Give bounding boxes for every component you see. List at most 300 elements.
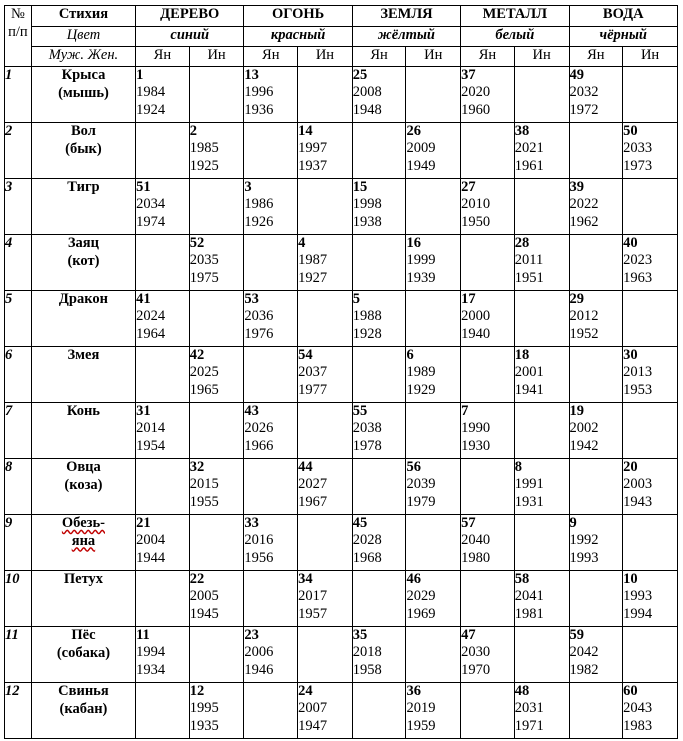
year-cell bbox=[244, 347, 298, 403]
header-row-colors bbox=[5, 27, 678, 47]
year-cell bbox=[244, 515, 298, 571]
year-cell bbox=[352, 67, 406, 123]
cycle-number: 33 bbox=[244, 515, 259, 531]
year-value: 1927 bbox=[298, 270, 328, 286]
year-cell bbox=[461, 235, 515, 291]
year-value: 1976 bbox=[244, 326, 274, 342]
year-cell bbox=[569, 627, 623, 683]
color-label: Цвет bbox=[31, 27, 135, 47]
year-cell bbox=[352, 179, 406, 235]
animal-name bbox=[31, 179, 135, 235]
year-value: 1968 bbox=[352, 550, 382, 566]
year-value: 1937 bbox=[298, 158, 328, 174]
year-value: 1948 bbox=[352, 102, 382, 118]
cycle-number: 15 bbox=[352, 179, 368, 195]
animal-name bbox=[31, 571, 135, 627]
year-value: 2005 bbox=[189, 588, 219, 604]
year-value: 2034 bbox=[136, 196, 166, 212]
cycle-number: 49 bbox=[569, 67, 584, 83]
row-number: 10 bbox=[5, 571, 32, 627]
year-cell bbox=[461, 459, 515, 515]
year-value: 1952 bbox=[569, 326, 599, 342]
yin-label: Ин bbox=[406, 47, 461, 67]
year-cell bbox=[244, 235, 298, 291]
year-cell bbox=[623, 235, 678, 291]
year-value: 2042 bbox=[569, 644, 599, 660]
cycle-number: 13 bbox=[244, 67, 259, 83]
year-cell bbox=[406, 403, 461, 459]
year-value: 1981 bbox=[514, 606, 544, 622]
year-value: 2043 bbox=[623, 700, 653, 716]
year-value: 1994 bbox=[136, 644, 166, 660]
year-value: 2021 bbox=[514, 140, 544, 156]
year-cell bbox=[136, 179, 190, 235]
element-name: ЗЕМЛЯ bbox=[352, 6, 460, 27]
cycle-number: 20 bbox=[623, 459, 638, 475]
year-cell bbox=[461, 123, 515, 179]
year-value: 1972 bbox=[569, 102, 599, 118]
cycle-number: 51 bbox=[136, 179, 151, 195]
row-number: 8 bbox=[5, 459, 32, 515]
row-number: 1 bbox=[5, 67, 32, 123]
year-cell bbox=[136, 683, 190, 739]
year-value: 1966 bbox=[244, 438, 274, 454]
year-cell bbox=[514, 683, 569, 739]
year-value: 1969 bbox=[406, 606, 436, 622]
year-value: 1989 bbox=[406, 364, 436, 380]
year-value: 1954 bbox=[136, 438, 166, 454]
cycle-number: 40 bbox=[623, 235, 638, 251]
cycle-number: 11 bbox=[136, 627, 150, 643]
year-cell bbox=[514, 179, 569, 235]
year-value: 2033 bbox=[623, 140, 653, 156]
year-cell bbox=[406, 571, 461, 627]
year-value: 2030 bbox=[461, 644, 491, 660]
year-cell bbox=[298, 123, 353, 179]
year-cell bbox=[136, 235, 190, 291]
year-value: 1993 bbox=[623, 588, 653, 604]
year-cell bbox=[569, 683, 623, 739]
year-cell bbox=[189, 459, 244, 515]
cycle-number: 26 bbox=[406, 123, 421, 139]
year-cell bbox=[352, 235, 406, 291]
cycle-number: 45 bbox=[352, 515, 368, 531]
cycle-number: 54 bbox=[298, 347, 313, 363]
year-value: 2016 bbox=[244, 532, 274, 548]
cycle-number: 53 bbox=[244, 291, 259, 307]
year-value: 1931 bbox=[514, 494, 544, 510]
year-value: 1936 bbox=[244, 102, 274, 118]
year-cell bbox=[406, 291, 461, 347]
year-value: 2026 bbox=[244, 420, 274, 436]
year-value: 1955 bbox=[189, 494, 219, 510]
year-cell bbox=[461, 627, 515, 683]
year-value: 2039 bbox=[406, 476, 436, 492]
year-value: 1990 bbox=[461, 420, 491, 436]
element-color: белый bbox=[461, 27, 569, 47]
year-value: 1998 bbox=[352, 196, 382, 212]
animal-name-line2: (бык) bbox=[65, 140, 102, 157]
year-cell bbox=[298, 291, 353, 347]
year-value: 2012 bbox=[569, 308, 599, 324]
year-cell bbox=[244, 459, 298, 515]
year-value: 1962 bbox=[569, 214, 599, 230]
year-cell bbox=[406, 683, 461, 739]
element-name: ОГОНЬ bbox=[244, 6, 352, 27]
year-cell bbox=[298, 347, 353, 403]
year-value: 1943 bbox=[623, 494, 653, 510]
year-value: 1999 bbox=[406, 252, 436, 268]
year-value: 1929 bbox=[406, 382, 436, 398]
year-cell bbox=[244, 179, 298, 235]
year-cell bbox=[514, 571, 569, 627]
cycle-number: 41 bbox=[136, 291, 151, 307]
year-value: 2041 bbox=[514, 588, 544, 604]
element-color: чёрный bbox=[569, 27, 678, 47]
year-cell bbox=[298, 179, 353, 235]
cycle-number: 28 bbox=[514, 235, 530, 251]
animal-name-line1: Крыса bbox=[61, 67, 106, 83]
year-value: 2017 bbox=[298, 588, 328, 604]
year-value: 1945 bbox=[189, 606, 219, 622]
cycle-number: 27 bbox=[461, 179, 476, 195]
year-cell bbox=[569, 179, 623, 235]
year-value: 2025 bbox=[189, 364, 219, 380]
year-value: 1946 bbox=[244, 662, 274, 678]
year-value: 1950 bbox=[461, 214, 491, 230]
year-cell bbox=[461, 571, 515, 627]
animal-name-line1: Конь bbox=[66, 403, 100, 419]
cycle-number: 48 bbox=[514, 683, 530, 699]
table-row bbox=[5, 179, 678, 235]
year-value: 2000 bbox=[461, 308, 491, 324]
row-number: 12 bbox=[5, 683, 32, 739]
animal-name-line2: (коза) bbox=[64, 476, 103, 493]
element-name: ВОДА bbox=[569, 6, 678, 27]
year-value: 2013 bbox=[623, 364, 653, 380]
year-cell bbox=[298, 459, 353, 515]
cycle-number: 7 bbox=[461, 403, 469, 419]
year-value: 2037 bbox=[298, 364, 328, 380]
year-value: 1982 bbox=[569, 662, 599, 678]
year-value: 1985 bbox=[189, 140, 219, 156]
table-row bbox=[5, 683, 678, 739]
year-value: 1977 bbox=[298, 382, 328, 398]
year-value: 1983 bbox=[623, 718, 653, 734]
year-value: 1935 bbox=[189, 718, 219, 734]
year-cell bbox=[514, 459, 569, 515]
cycle-number: 34 bbox=[298, 571, 313, 587]
year-cell bbox=[514, 291, 569, 347]
cycle-number: 35 bbox=[352, 627, 368, 643]
year-value: 1953 bbox=[623, 382, 653, 398]
animal-name-line1: Заяц bbox=[67, 235, 99, 251]
year-cell bbox=[298, 515, 353, 571]
cycle-number: 42 bbox=[189, 347, 205, 363]
year-value: 2003 bbox=[623, 476, 653, 492]
year-cell bbox=[136, 291, 190, 347]
year-value: 2022 bbox=[569, 196, 599, 212]
year-cell bbox=[352, 291, 406, 347]
table-row bbox=[5, 515, 678, 571]
yang-label: Ян bbox=[461, 47, 515, 67]
year-value: 1992 bbox=[569, 532, 599, 548]
table-row bbox=[5, 347, 678, 403]
year-value: 1975 bbox=[189, 270, 219, 286]
cycle-number: 52 bbox=[189, 235, 205, 251]
cycle-number: 21 bbox=[136, 515, 151, 531]
year-cell bbox=[623, 515, 678, 571]
year-value: 1926 bbox=[244, 214, 274, 230]
year-cell bbox=[623, 627, 678, 683]
year-value: 1967 bbox=[298, 494, 328, 510]
year-cell bbox=[298, 235, 353, 291]
animal-name bbox=[31, 459, 135, 515]
year-cell bbox=[189, 403, 244, 459]
year-value: 1994 bbox=[623, 606, 653, 622]
year-value: 2020 bbox=[461, 84, 491, 100]
year-cell bbox=[569, 291, 623, 347]
animal-name-line2: (кабан) bbox=[59, 700, 108, 717]
animal-name-line1: Обезь- bbox=[61, 515, 105, 531]
year-value: 2028 bbox=[352, 532, 382, 548]
animal-name bbox=[31, 683, 135, 739]
row-number: 7 bbox=[5, 403, 32, 459]
cycle-number: 43 bbox=[244, 403, 259, 419]
year-cell bbox=[461, 179, 515, 235]
year-cell bbox=[514, 515, 569, 571]
year-cell bbox=[461, 403, 515, 459]
year-cell bbox=[136, 123, 190, 179]
year-value: 2002 bbox=[569, 420, 599, 436]
year-cell bbox=[623, 403, 678, 459]
year-value: 1957 bbox=[298, 606, 328, 622]
year-cell bbox=[406, 123, 461, 179]
cycle-number: 5 bbox=[352, 291, 361, 307]
year-value: 1959 bbox=[406, 718, 436, 734]
year-cell bbox=[136, 347, 190, 403]
year-value: 1965 bbox=[189, 382, 219, 398]
year-value: 2009 bbox=[406, 140, 436, 156]
table-row bbox=[5, 627, 678, 683]
year-value: 2024 bbox=[136, 308, 166, 324]
year-cell bbox=[514, 123, 569, 179]
year-value: 2001 bbox=[514, 364, 544, 380]
year-cell bbox=[136, 571, 190, 627]
year-cell bbox=[623, 571, 678, 627]
animal-name bbox=[31, 627, 135, 683]
cycle-number: 2 bbox=[189, 123, 197, 139]
year-cell bbox=[623, 683, 678, 739]
year-cell bbox=[623, 67, 678, 123]
year-value: 1924 bbox=[136, 102, 166, 118]
year-cell bbox=[569, 235, 623, 291]
cycle-number: 39 bbox=[569, 179, 584, 195]
year-cell bbox=[244, 67, 298, 123]
cycle-number: 10 bbox=[623, 571, 638, 587]
year-cell bbox=[244, 571, 298, 627]
year-cell bbox=[189, 179, 244, 235]
row-number: 9 bbox=[5, 515, 32, 571]
cycle-number: 16 bbox=[406, 235, 421, 251]
animal-name bbox=[31, 515, 135, 571]
year-value: 2018 bbox=[352, 644, 382, 660]
row-number: 11 bbox=[5, 627, 32, 683]
table-row bbox=[5, 403, 678, 459]
animal-name bbox=[31, 347, 135, 403]
year-cell bbox=[461, 347, 515, 403]
year-cell bbox=[189, 347, 244, 403]
cycle-number: 60 bbox=[623, 683, 638, 699]
year-cell bbox=[623, 123, 678, 179]
year-value: 2004 bbox=[136, 532, 166, 548]
year-cell bbox=[569, 67, 623, 123]
year-value: 2015 bbox=[189, 476, 219, 492]
cycle-number: 8 bbox=[514, 459, 523, 475]
yin-label: Ин bbox=[514, 47, 569, 67]
year-cell bbox=[352, 347, 406, 403]
cycle-number: 44 bbox=[298, 459, 313, 475]
cycle-number: 58 bbox=[514, 571, 530, 587]
year-value: 1997 bbox=[298, 140, 328, 156]
year-value: 1971 bbox=[514, 718, 544, 734]
year-value: 1925 bbox=[189, 158, 219, 174]
year-cell bbox=[623, 291, 678, 347]
year-value: 1963 bbox=[623, 270, 653, 286]
year-cell bbox=[406, 67, 461, 123]
animal-name-line1: Змея bbox=[67, 347, 100, 363]
year-value: 1951 bbox=[514, 270, 544, 286]
cycle-number: 1 bbox=[136, 67, 144, 83]
table-row bbox=[5, 291, 678, 347]
animal-name-line1: Вол bbox=[71, 123, 96, 139]
cycle-number: 38 bbox=[514, 123, 530, 139]
year-value: 1930 bbox=[461, 438, 491, 454]
year-cell bbox=[189, 627, 244, 683]
animal-name-line1: Петух bbox=[63, 571, 104, 587]
year-value: 1974 bbox=[136, 214, 166, 230]
cycle-number: 31 bbox=[136, 403, 151, 419]
year-value: 1970 bbox=[461, 662, 491, 678]
year-cell bbox=[189, 291, 244, 347]
year-value: 1964 bbox=[136, 326, 166, 342]
animal-name bbox=[31, 123, 135, 179]
cycle-number: 3 bbox=[244, 179, 252, 195]
year-value: 2035 bbox=[189, 252, 219, 268]
year-cell bbox=[514, 627, 569, 683]
year-cell bbox=[406, 627, 461, 683]
year-value: 2023 bbox=[623, 252, 653, 268]
row-number: 3 bbox=[5, 179, 32, 235]
cycle-number: 14 bbox=[298, 123, 313, 139]
cycle-number: 17 bbox=[461, 291, 476, 307]
animal-name bbox=[31, 291, 135, 347]
year-value: 1958 bbox=[352, 662, 382, 678]
year-value: 1947 bbox=[298, 718, 328, 734]
year-value: 2036 bbox=[244, 308, 274, 324]
cycle-number: 25 bbox=[352, 67, 368, 83]
gender-label: Муж. Жен. bbox=[31, 47, 135, 67]
cycle-number: 59 bbox=[569, 627, 584, 643]
year-value: 2007 bbox=[298, 700, 328, 716]
num-header: № п/п bbox=[5, 6, 32, 67]
element-color: красный bbox=[244, 27, 352, 47]
element-label: Стихия bbox=[31, 6, 135, 27]
yang-label: Ян bbox=[244, 47, 298, 67]
year-cell bbox=[461, 515, 515, 571]
year-cell bbox=[189, 123, 244, 179]
cycle-number: 23 bbox=[244, 627, 259, 643]
year-cell bbox=[298, 683, 353, 739]
year-value: 1991 bbox=[514, 476, 544, 492]
year-cell bbox=[136, 515, 190, 571]
cycle-number: 4 bbox=[298, 235, 306, 251]
table-row bbox=[5, 235, 678, 291]
table-row bbox=[5, 123, 678, 179]
animal-name bbox=[31, 403, 135, 459]
year-cell bbox=[461, 67, 515, 123]
year-cell bbox=[136, 627, 190, 683]
year-value: 1960 bbox=[461, 102, 491, 118]
year-value: 2040 bbox=[461, 532, 491, 548]
table-row bbox=[5, 571, 678, 627]
year-cell bbox=[298, 627, 353, 683]
cycle-number: 50 bbox=[623, 123, 638, 139]
yin-label: Ин bbox=[298, 47, 353, 67]
year-value: 2010 bbox=[461, 196, 491, 212]
year-value: 1984 bbox=[136, 84, 166, 100]
row-number: 2 bbox=[5, 123, 32, 179]
year-value: 1973 bbox=[623, 158, 653, 174]
year-cell bbox=[136, 459, 190, 515]
cycle-number: 47 bbox=[461, 627, 476, 643]
year-cell bbox=[352, 627, 406, 683]
year-cell bbox=[136, 403, 190, 459]
year-value: 1961 bbox=[514, 158, 544, 174]
cycle-number: 46 bbox=[406, 571, 421, 587]
animal-name bbox=[31, 67, 135, 123]
table-body bbox=[5, 6, 678, 739]
row-number: 6 bbox=[5, 347, 32, 403]
zodiac-table bbox=[4, 5, 678, 739]
year-cell bbox=[623, 347, 678, 403]
row-number: 4 bbox=[5, 235, 32, 291]
cycle-number: 12 bbox=[189, 683, 205, 699]
year-value: 2027 bbox=[298, 476, 328, 492]
year-value: 1987 bbox=[298, 252, 328, 268]
year-value: 2031 bbox=[514, 700, 544, 716]
year-cell bbox=[352, 683, 406, 739]
year-cell bbox=[352, 459, 406, 515]
year-value: 2019 bbox=[406, 700, 436, 716]
year-cell bbox=[352, 123, 406, 179]
year-cell bbox=[244, 627, 298, 683]
year-cell bbox=[461, 683, 515, 739]
year-cell bbox=[569, 459, 623, 515]
cycle-number: 19 bbox=[569, 403, 584, 419]
year-cell bbox=[514, 67, 569, 123]
year-value: 1941 bbox=[514, 382, 544, 398]
year-cell bbox=[461, 291, 515, 347]
table-row bbox=[5, 67, 678, 123]
animal-name-line1: Дракон bbox=[58, 291, 108, 307]
animal-name-line1: Овца bbox=[66, 459, 101, 475]
year-cell bbox=[406, 459, 461, 515]
header-row-elements bbox=[5, 6, 678, 27]
year-cell bbox=[244, 291, 298, 347]
year-cell bbox=[352, 515, 406, 571]
year-cell bbox=[244, 403, 298, 459]
